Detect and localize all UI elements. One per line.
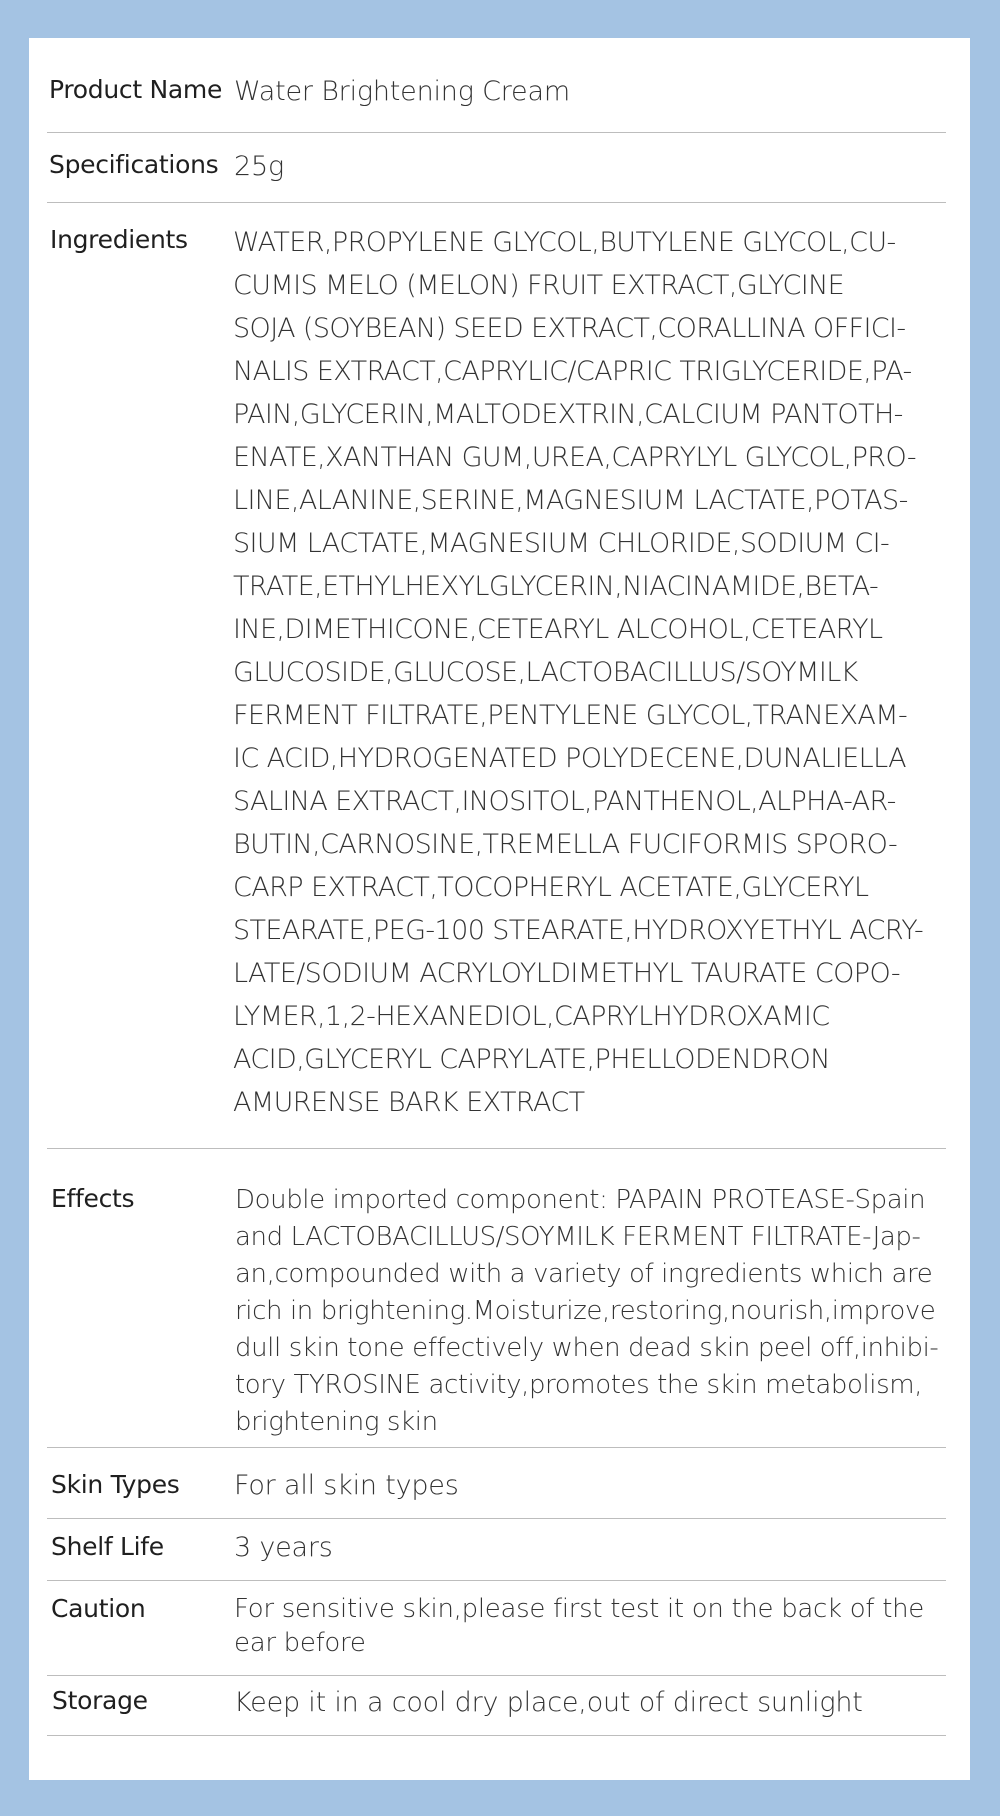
divider bbox=[47, 1735, 946, 1736]
divider bbox=[47, 1447, 946, 1448]
effects-line: an,compounded with a variety of ingredients which are bbox=[235, 1259, 933, 1289]
ingredients-line: WATER,PROPYLENE GLYCOL,BUTYLENE GLYCOL,CU- bbox=[233, 227, 896, 258]
ingredients-line: IC ACID,HYDROGENATED POLYDECENE,DUNALIELLA bbox=[233, 743, 907, 774]
ingredients-line: ENATE,XANTHAN GUM,UREA,CAPRYLYL GLYCOL,PRO- bbox=[233, 442, 916, 473]
effects-line: dull skin tone effectively when dead skin peel off,inhibi- bbox=[235, 1333, 939, 1363]
shelf-life-label: Shelf Life bbox=[51, 1532, 164, 1561]
specifications-value: 25g bbox=[234, 151, 284, 182]
storage-value: Keep it in a cool dry place,out of direct sunlight bbox=[234, 1687, 863, 1718]
product-name-value: Water Brightening Cream bbox=[234, 76, 570, 107]
ingredients-line: ACID,GLYCERYL CAPRYLATE,PHELLODENDRON bbox=[233, 1044, 830, 1075]
ingredients-line: SALINA EXTRACT,INOSITOL,PANTHENOL,ALPHA-AR- bbox=[233, 786, 896, 817]
divider bbox=[47, 1675, 946, 1676]
ingredients-line: GLUCOSIDE,GLUCOSE,LACTOBACILLUS/SOYMILK bbox=[233, 657, 858, 688]
caution-label: Caution bbox=[51, 1594, 146, 1623]
ingredients-line: BUTIN,CARNOSINE,TREMELLA FUCIFORMIS SPORO- bbox=[233, 829, 898, 860]
ingredients-line: SOJA (SOYBEAN) SEED EXTRACT,CORALLINA OFFICI- bbox=[233, 313, 906, 344]
ingredients-line: CUMIS MELO (MELON) FRUIT EXTRACT,GLYCINE bbox=[233, 270, 845, 301]
caution-line: ear before bbox=[234, 1628, 366, 1658]
product-info-sheet bbox=[29, 38, 970, 1780]
divider bbox=[47, 1580, 946, 1581]
skin-types-label: Skin Types bbox=[51, 1470, 180, 1499]
effects-line: rich in brightening.Moisturize,restoring,nourish,improve bbox=[235, 1296, 936, 1326]
ingredients-line: FERMENT FILTRATE,PENTYLENE GLYCOL,TRANEXAM- bbox=[233, 700, 908, 731]
divider bbox=[47, 1148, 946, 1149]
ingredients-line: SIUM LACTATE,MAGNESIUM CHLORIDE,SODIUM CI- bbox=[233, 528, 890, 559]
shelf-life-value: 3 years bbox=[234, 1532, 333, 1563]
divider bbox=[47, 132, 946, 133]
specifications-label: Specifications bbox=[49, 150, 219, 179]
ingredients-line: CARP EXTRACT,TOCOPHERYL ACETATE,GLYCERYL bbox=[233, 872, 869, 903]
effects-line: brightening skin bbox=[235, 1407, 438, 1437]
caution-text bbox=[234, 1592, 924, 1660]
effects-line: Double imported component: PAPAIN PROTEASE-Spain bbox=[235, 1185, 926, 1215]
effects-text bbox=[235, 1182, 938, 1441]
ingredients-line: NALIS EXTRACT,CAPRYLIC/CAPRIC TRIGLYCERIDE,PA- bbox=[233, 356, 912, 387]
effects-line: tory TYROSINE activity,promotes the skin metabolism, bbox=[235, 1370, 923, 1400]
divider bbox=[47, 202, 946, 203]
ingredients-line: LYMER,1,2-HEXANEDIOL,CAPRYLHYDROXAMIC bbox=[233, 1001, 830, 1032]
ingredients-label: Ingredients bbox=[50, 225, 188, 254]
ingredients-line: LINE,ALANINE,SERINE,MAGNESIUM LACTATE,POTAS- bbox=[233, 485, 908, 516]
effects-label: Effects bbox=[51, 1184, 135, 1213]
ingredients-line: AMURENSE BARK EXTRACT bbox=[233, 1087, 585, 1118]
caution-line: For sensitive skin,please first test it on the back of the bbox=[234, 1594, 924, 1624]
divider bbox=[47, 1518, 946, 1519]
ingredients-text bbox=[233, 221, 923, 1124]
storage-label: Storage bbox=[52, 1686, 148, 1715]
ingredients-line: PAIN,GLYCERIN,MALTODEXTRIN,CALCIUM PANTOTH- bbox=[233, 399, 903, 430]
ingredients-line: STEARATE,PEG-100 STEARATE,HYDROXYETHYL ACRY- bbox=[233, 915, 924, 946]
effects-line: and LACTOBACILLUS/SOYMILK FERMENT FILTRATE-Jap- bbox=[235, 1222, 921, 1252]
skin-types-value: For all skin types bbox=[234, 1470, 459, 1501]
ingredients-line: INE,DIMETHICONE,CETEARYL ALCOHOL,CETEARYL bbox=[233, 614, 883, 645]
ingredients-line: LATE/SODIUM ACRYLOYLDIMETHYL TAURATE COPO- bbox=[233, 958, 900, 989]
product-name-label: Product Name bbox=[49, 75, 223, 104]
ingredients-line: TRATE,ETHYLHEXYLGLYCERIN,NIACINAMIDE,BETA- bbox=[233, 571, 879, 602]
